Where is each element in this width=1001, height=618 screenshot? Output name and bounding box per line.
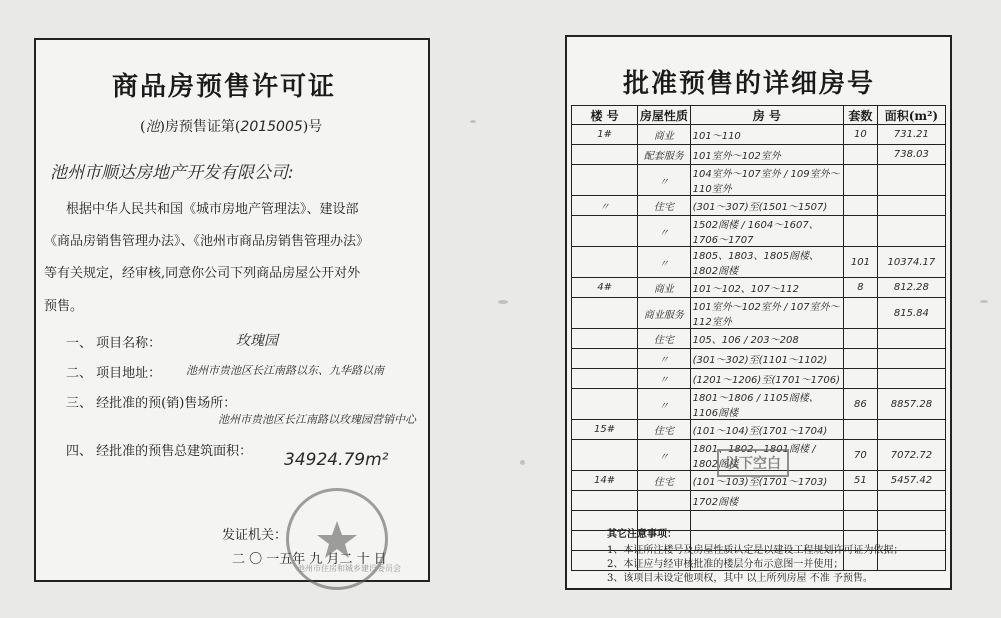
- blank-below-stamp: 以下空白: [717, 449, 789, 477]
- cell-building: [572, 165, 638, 196]
- cert-number: 2015005: [240, 119, 303, 135]
- cell-sets: 8: [844, 278, 878, 298]
- cell-area: [877, 511, 945, 531]
- cell-sets: [844, 298, 878, 329]
- cert-number-line: (池)房预售证第(2015005)号: [140, 119, 323, 135]
- table-row: [572, 420, 946, 440]
- cell-building: [572, 491, 638, 511]
- cell-room-no: 101室外～102室外: [690, 145, 843, 165]
- table-header-row: [572, 106, 946, 125]
- cell-sets: 51: [844, 471, 878, 491]
- col-room-no: 房 号: [690, 106, 843, 125]
- cell-sets: [844, 216, 878, 247]
- item-total-area-value: 34924.79m²: [284, 450, 389, 470]
- notes-title: 其它注意事项：: [607, 529, 677, 540]
- table-row: [572, 165, 946, 196]
- cell-area: 731.21: [877, 125, 945, 145]
- cell-nature: [638, 491, 690, 511]
- cell-nature: 商业服务: [638, 298, 690, 329]
- cell-building: [572, 216, 638, 247]
- cell-room-no: [690, 511, 843, 531]
- cell-nature: 住宅: [638, 471, 690, 491]
- cell-nature: 商业: [638, 278, 690, 298]
- item-project-name-label: 一、 项目名称：: [66, 336, 162, 351]
- scan-speck: [980, 300, 988, 303]
- item-sales-place-value: 池州市贵池区长江南路以玫瑰园营销中心: [218, 413, 416, 426]
- cell-sets: [844, 329, 878, 349]
- scan-speck: [520, 460, 525, 465]
- cell-sets: [844, 196, 878, 216]
- cell-area: [877, 329, 945, 349]
- item-sales-place-label: 三、 经批准的预(销)售场所：: [66, 396, 237, 411]
- table-row: [572, 349, 946, 369]
- cell-room-no: 1702阁楼: [690, 491, 843, 511]
- cell-room-no: 104室外～107室外 / 109室外～110室外: [690, 165, 843, 196]
- cell-building: 〃: [572, 196, 638, 216]
- note-3: 3、该项目未设定他项权，其中 以上所列房屋 不准 予预售。: [607, 573, 873, 584]
- col-sets: 套数: [844, 106, 878, 125]
- issue-date: 二 〇 一五年 九 月二 十 日: [232, 552, 387, 567]
- cell-room-no: (301～302)至(1101～1102): [690, 349, 843, 369]
- permit-title: 商品房预售许可证: [112, 72, 337, 102]
- cell-area: 5457.42: [877, 471, 945, 491]
- scan-speck: [470, 120, 476, 123]
- cell-nature: 住宅: [638, 420, 690, 440]
- cell-building: [572, 298, 638, 329]
- para-line-4: 预售。: [44, 299, 84, 314]
- cell-building: [572, 349, 638, 369]
- cell-area: 812.28: [877, 278, 945, 298]
- col-building: 楼 号: [572, 106, 638, 125]
- cell-area: [877, 369, 945, 389]
- cell-nature: 〃: [638, 369, 690, 389]
- cell-nature: 〃: [638, 349, 690, 369]
- cell-nature: 〃: [638, 247, 690, 278]
- cell-nature: 〃: [638, 216, 690, 247]
- cell-area: [877, 216, 945, 247]
- table-row: [572, 216, 946, 247]
- table-row: [572, 389, 946, 420]
- cell-room-no: 101～110: [690, 125, 843, 145]
- room-detail-right-page: [565, 35, 952, 590]
- cell-area: 8857.28: [877, 389, 945, 420]
- cell-building: [572, 389, 638, 420]
- cell-room-no: 105、106 / 203～208: [690, 329, 843, 349]
- cell-sets: 86: [844, 389, 878, 420]
- cell-sets: [844, 145, 878, 165]
- cell-area: 7072.72: [877, 440, 945, 471]
- note-2: 2、本证应与经审核批准的楼层分布示意图一并使用；: [607, 559, 844, 570]
- cell-sets: 101: [844, 247, 878, 278]
- cell-sets: 70: [844, 440, 878, 471]
- cell-area: [877, 420, 945, 440]
- cell-sets: [844, 420, 878, 440]
- cell-nature: 〃: [638, 389, 690, 420]
- cell-room-no: (301～307)至(1501～1507): [690, 196, 843, 216]
- seal-text: 池州市住房和城乡建设委员会: [297, 564, 401, 573]
- cell-building: 14#: [572, 471, 638, 491]
- cert-prefix: 池: [145, 119, 160, 135]
- cell-nature: 配套服务: [638, 145, 690, 165]
- cell-room-no: 101～102、107～112: [690, 278, 843, 298]
- cell-sets: [844, 511, 878, 531]
- scan-speck: [498, 300, 508, 304]
- item-total-area-label: 四、 经批准的预售总建筑面积：: [66, 444, 253, 459]
- cell-sets: [844, 349, 878, 369]
- cert-text: )房预售证第(: [159, 119, 241, 135]
- table-row: [572, 298, 946, 329]
- col-area: 面积(m²): [877, 106, 945, 125]
- cert-suffix: )号: [302, 119, 323, 135]
- official-seal-stamp: [286, 488, 401, 590]
- company-name: 池州市顺达房地产开发有限公司:: [50, 163, 294, 183]
- cell-area: [877, 491, 945, 511]
- cell-area: 10374.17: [877, 247, 945, 278]
- para-line-3: 等有关规定，经审核,同意你公司下列商品房屋公开对外: [44, 266, 361, 281]
- cell-area: 738.03: [877, 145, 945, 165]
- cell-building: [572, 145, 638, 165]
- cell-building: 15#: [572, 420, 638, 440]
- cell-nature: 〃: [638, 440, 690, 471]
- table-row: [572, 125, 946, 145]
- table-row: [572, 491, 946, 511]
- cell-sets: [844, 165, 878, 196]
- cell-building: [572, 247, 638, 278]
- cell-sets: [844, 369, 878, 389]
- table-row: [572, 247, 946, 278]
- cell-room-no: 1801、1802、1801阁楼 / 1802阁楼: [690, 440, 843, 471]
- table-row: [572, 329, 946, 349]
- cell-nature: 住宅: [638, 196, 690, 216]
- cell-building: [572, 369, 638, 389]
- cell-room-no: (1201～1206)至(1701～1706): [690, 369, 843, 389]
- cell-area: [877, 196, 945, 216]
- col-nature: 房屋性质: [638, 106, 690, 125]
- cell-nature: 商业: [638, 125, 690, 145]
- room-detail-title: 批准预售的详细房号: [623, 69, 876, 99]
- para-line-1: 根据中华人民共和国《城市房地产管理法》、建设部: [66, 202, 359, 217]
- cell-area: [877, 349, 945, 369]
- issuer-label: 发证机关：: [222, 528, 288, 543]
- cell-building: [572, 329, 638, 349]
- room-detail-table: [571, 105, 946, 571]
- cell-area: [877, 165, 945, 196]
- item-project-name-value: 玫瑰园: [236, 333, 278, 349]
- cell-room-no: 1801～1806 / 1105阁楼、1106阁楼: [690, 389, 843, 420]
- cell-room-no: 1805、1803、1805阁楼、1802阁楼: [690, 247, 843, 278]
- cell-room-no: 101室外～102室外 / 107室外～112室外: [690, 298, 843, 329]
- item-address-value: 池州市贵池区长江南路以东、九华路以南: [186, 364, 384, 377]
- cell-building: 1#: [572, 125, 638, 145]
- cell-sets: 10: [844, 125, 878, 145]
- cell-building: 4#: [572, 278, 638, 298]
- note-1: 1、本证所注楼号及房屋性质认定是以建设工程规划许可证为依据；: [607, 545, 904, 556]
- cell-building: [572, 440, 638, 471]
- item-address-label: 二、 项目地址：: [66, 366, 162, 381]
- cell-nature: 〃: [638, 165, 690, 196]
- table-row: [572, 369, 946, 389]
- para-line-2: 《商品房销售管理办法》、《池州市商品房销售管理办法》: [44, 234, 370, 249]
- cell-nature: 住宅: [638, 329, 690, 349]
- cell-room-no: 1502阁楼 / 1604～1607、1706～1707: [690, 216, 843, 247]
- table-row: [572, 196, 946, 216]
- permit-left-page: [34, 38, 430, 582]
- table-row: [572, 278, 946, 298]
- cell-room-no: (101～104)至(1701～1704): [690, 420, 843, 440]
- cell-room-no: (101～103)至(1701～1703): [690, 471, 843, 491]
- cell-area: 815.84: [877, 298, 945, 329]
- cell-sets: [844, 491, 878, 511]
- table-row: [572, 145, 946, 165]
